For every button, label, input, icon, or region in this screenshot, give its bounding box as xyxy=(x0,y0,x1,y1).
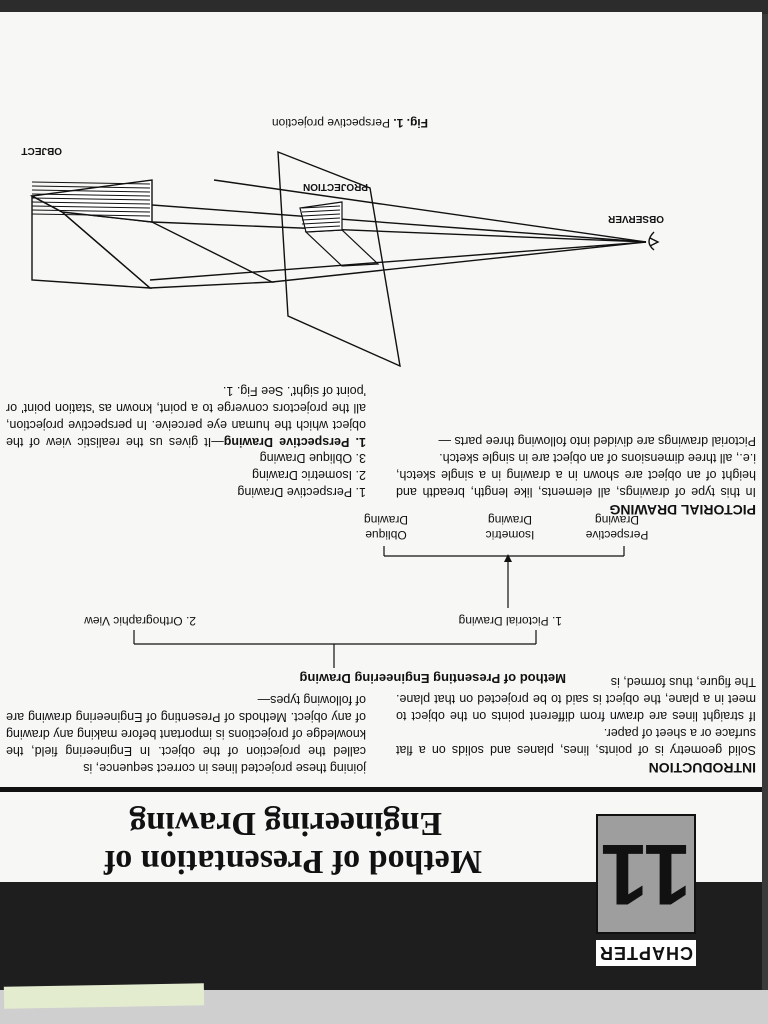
projection-label: PROJECTION xyxy=(302,181,368,192)
observer-label: OBSERVER xyxy=(608,213,664,224)
perspective-drawing-title: 1. Perspective Drawing xyxy=(223,435,366,449)
book-page xyxy=(0,12,762,992)
intro-para-3: called the projection of the object. In Engineering field, the knowledge of projections is important before making any drawing of any object. Methods of Presenting of Engineering drawing are of following types— xyxy=(6,693,366,758)
intro-para-2: If straight lines are drawn from different points on the object to meet in a plane, the object is said to be projected on that plane. The figure, thus formed, is xyxy=(396,675,756,723)
intro-para-1: Solid geometry is of points, lines, planes and solids on a flat surface or a sheet of paper. xyxy=(396,726,756,757)
object-block xyxy=(32,180,272,288)
projector-1 xyxy=(272,242,646,282)
projection-block xyxy=(300,202,378,266)
chapter-title-line2: Engineering Drawing xyxy=(129,805,442,842)
chapter-label: CHAPTER xyxy=(596,940,696,966)
pictorial-list-1: 1. Perspective Drawing xyxy=(237,485,366,499)
sub-oblique: Oblique Drawing xyxy=(364,513,409,542)
tree-arrow xyxy=(504,554,512,562)
branch-pictorial: 1. Pictorial Drawing xyxy=(458,614,562,628)
page-content-rotated xyxy=(0,12,762,992)
introduction-heading: INTRODUCTION xyxy=(648,760,756,776)
pictorial-intro xyxy=(396,432,756,500)
perspective-drawing-text: —It gives us the realistic view of the object which the human eye perceive. In perspective projection, all the projectors converge to a point, known as 'station point' or 'point of sight'. See Fig. 1. xyxy=(6,384,366,449)
projector-3 xyxy=(150,242,646,280)
figure-caption xyxy=(272,116,428,130)
pictorial-intro2: Pictorial drawings are divided into following three parts — xyxy=(438,434,756,448)
perspective-drawing-desc xyxy=(6,382,366,450)
sub-isometric: Isometric Drawing xyxy=(485,513,535,542)
pictorial-list-2: 2. Isometric Drawing xyxy=(252,468,366,482)
pictorial-heading: PICTORIAL DRAWING xyxy=(609,502,756,518)
chapter-title-line1: Method of Presentation of xyxy=(103,843,482,880)
sticky-note xyxy=(4,983,204,1008)
object-label: OBJECT xyxy=(21,145,62,156)
sub-perspective: Perspective Drawing xyxy=(585,513,649,542)
perspective-figure xyxy=(0,12,762,392)
methods-heading: Method of Presenting Engineering Drawing xyxy=(299,671,566,686)
branch-orthographic: 2. Orthographic View xyxy=(84,614,196,628)
figure-caption-text: Perspective projection xyxy=(271,116,390,130)
chapter-number: 11 xyxy=(600,826,692,922)
observer-eye-icon xyxy=(649,232,658,250)
intro-right-lead: joining these projected lines in correct sequence, is xyxy=(83,761,366,775)
pictorial-list-3: 3. Oblique Drawing xyxy=(259,451,366,465)
pictorial-intro-text: In this type of drawings, all elements, like length, breadth and height of an object are shown in a drawing in a single sketch, i.e., all three dimensions of an object are in single sketch. xyxy=(396,451,756,499)
figure-caption-bold: Fig. 1. xyxy=(393,116,428,130)
